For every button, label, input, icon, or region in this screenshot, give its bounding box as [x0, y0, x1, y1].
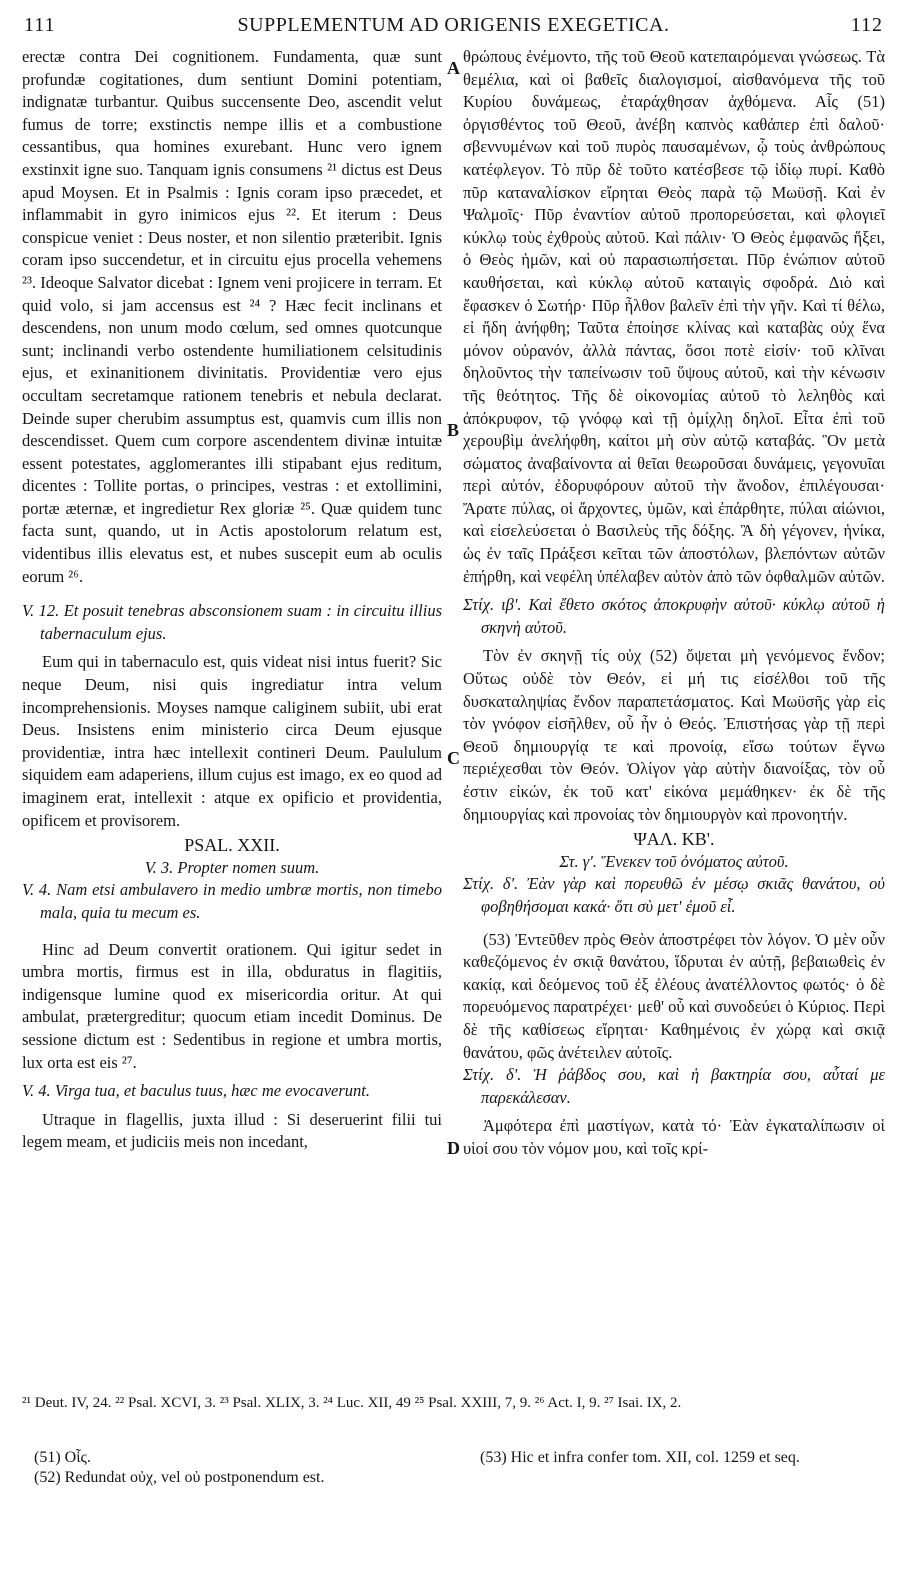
greek-psalm-heading: ΨΑΛ. ΚΒ'.	[633, 829, 715, 850]
page-number-left: 111	[24, 14, 56, 36]
greek-column	[463, 46, 885, 1161]
greek-verse-12: Στίχ. ιβ'. Καὶ ἔθετο σκότος ἀποκρυφὴν αὐτοῦ· κύκλῳ αὐτοῦ ἡ σκηνὴ αὐτοῦ.	[463, 595, 885, 637]
greek-paragraph-2: Τὸν ἐν σκηνῇ τίς οὐχ (52) ὄψεται μὴ γενόμενος ἔνδον; Οὕτως οὐδὲ τὸν Θεόν, εἰ μή τις εἰσέλθοι τοῦ τῆς δυσκαταληψίας ἔνδον παραπετάσματος. Καὶ Μωϋσῆς γὰρ εἰς τὸν γνόφον εἰσῆλθεν, οὗ ἦν ὁ Θεός. Ἐπιστήσας γὰρ τῇ περὶ Θεοῦ δημιουργίᾳ τε καὶ προνοίᾳ, εἴσω τούτων ἔγνω περιέχεσθαι τὸν Θεόν. Ὀλίγον γὰρ αὐτὴν διανοίξας, τὸν οὗ ἐστιν εἰκών, ἐκ τοῦ κατ' εἰκόνα μεμάθηκεν· ἐκ δὲ τῆς δημιουργίας καὶ προνοίας τὸν δημιουργὸν καὶ προνοητήν.	[463, 646, 885, 824]
greek-verse-4b: Στίχ. δ'. Ἡ ῥάβδος σου, καὶ ἡ βακτηρία σου, αὗταί με παρεκάλεσαν.	[463, 1065, 885, 1107]
greek-verse-4a: Στίχ. δ'. Ἐὰν γὰρ καὶ πορευθῶ ἐν μέσῳ σκιᾶς θανάτου, οὐ φοβηθήσομαι κακά· ὅτι σὺ μετ' ἐμοῦ εἶ.	[463, 874, 885, 916]
latin-psalm-heading: PSAL. XXII.	[184, 835, 280, 856]
latin-verse-4b: V. 4. Virga tua, et baculus tuus, hæc me evocaverunt.	[22, 1081, 370, 1101]
note-51: (51) Οἷς.	[34, 1449, 91, 1466]
margin-letter-a: A	[447, 58, 460, 78]
latin-paragraph-3: Hinc ad Deum convertit orationem. Qui igitur sedet in umbra mortis, firmus est in illa, obduratus in flagitiis, indigensque lumine quod ex misericordia oritur. At qui ambulat, prætergreditur; quocum etiam incedit Dominus. De sessione dictum est : Sedentibus in regione et umbra mortis, lux orta est eis ²⁷.	[22, 939, 442, 1072]
note-53: (53) Hic et infra confer tom. XII, col. 1259 et seq.	[480, 1449, 800, 1466]
greek-paragraph-4: Ἀμφότερα ἐπὶ μαστίγων, κατὰ τό· Ἐὰν ἐγκαταλίπωσιν οἱ υἱοί σου τὸν νόμον μου, καὶ τοῖς κρί-	[463, 1116, 885, 1158]
scripture-footnotes: ²¹ Deut. IV, 24. ²² Psal. XCVI, 3. ²³ Psal. XLIX, 3. ²⁴ Luc. XII, 49 ²⁵ Psal. XXIII, 7, 9. ²⁶ Act. I, 9. ²⁷ Isai. IX, 2.	[22, 1395, 682, 1411]
greek-verse-3: Στ. γ'. Ἕνεκεν τοῦ ὀνόματος αὐτοῦ.	[559, 851, 789, 871]
running-header	[0, 14, 907, 44]
latin-paragraph-2: Eum qui in tabernaculo est, quis videat nisi intus fuerit? Sic neque Deum, nisi quis ingrediatur intra velum incomprehensionis. Moyses namque caliginem subiit, ubi erat Deus. Insistens enim ministerio circa Deum ejusque providentiæ, intra hæc intellexit contineri Deum. Paululum siquidem eam adaperiens, illum cujus est imago, ex eo quod ad imaginem erat, intellexit : atque ex opificio et providentia, opificem et provisorem.	[22, 652, 442, 830]
latin-verse-4a: V. 4. Nam etsi ambulavero in medio umbræ mortis, non timebo mala, quia tu mecum es.	[22, 880, 442, 922]
page-number-right: 112	[850, 14, 883, 36]
running-title: SUPPLEMENTUM AD ORIGENIS EXEGETICA.	[237, 14, 670, 36]
margin-letter-d: D	[447, 1138, 460, 1158]
latin-column	[22, 46, 442, 1154]
latin-verse-12: V. 12. Et posuit tenebras absconsionem suam : in circuitu illius tabernaculum ejus.	[22, 601, 442, 643]
margin-letter-b: B	[447, 420, 460, 440]
margin-letter-c: C	[447, 748, 460, 768]
latin-paragraph-4: Utraque in flagellis, juxta illud : Si deseruerint filii tui legem meam, et judiciis meis non incedant,	[22, 1109, 442, 1152]
latin-paragraph-1: erectæ contra Dei cognitionem. Fundamenta, quæ sunt profundæ cogitationes, dum sentiunt Domini potentiam, indignatæ turbantur. Quibus succensente Deo, ascendit velut fumus de torre; exstinctis nempe illis et a combustione cessantibus, qua homines exurebant. Hunc vero ignem exstinxit igne suo. Tanquam ignis consumens ²¹ dictus est Deus apud Moysen. Et in Psalmis : Ignis coram ipso præcedet, et inflammabit in gyro inimicos ejus ²². Et iterum : Deus conspicue veniet : Deus noster, et non silentio præteribit. Ignis coram ipso succendetur, et in circuitu ejus procella vehemens ²³. Ideoque Salvator dicebat : Ignem veni projicere in terram. Et quid volo, si jam accensus est ²⁴ ? Hæc fecit inclinans et descendens, non unum modo cœlum, sed omnes quotcunque sunt; inclinandi verbo ostendente humiliationem celsitudinis ejus, et exinanitionem divinitatis. Providentiæ vero ejus occultam secretamque rationem tenebris et nebula declarat. Deinde super cherubim assumptus est, quamvis cum illis non descendisset. Quem cum corpore ascendentem divinæ intuitæ essent potestates, agglomerantes illi stipabant ejus reditum, dicentes : Tollite portas, o principes, vestras : et extollimini, portæ æternæ, et ingredietur Rex gloriæ ²⁵. Quæ quidem tunc facta sunt, quando, ut in Actis apostolorum relatum est, videntibus illis elevatus est, et nubes suscepit eum ab oculis eorum ²⁶.	[22, 47, 442, 586]
greek-paragraph-1: θρώπους ἐνέμοντο, τῆς τοῦ Θεοῦ κατεπαιρόμεναι γνώσεως. Τὰ θεμέλια, καὶ οἱ βαθεῖς διαλογισμοί, αἰσθανόμενα τῆς τοῦ Κυρίου δυνάμεως, ἐταράχθησαν ἀχθόμενα. Αἷς (51) ὀργισθέντος τοῦ Θεοῦ, ἀνέβη καπνὸς καθάπερ ἐπὶ δαλοῦ· σβεννυμένων καὶ τοῦ πυρὸς παυσαμένων, ᾧ τοὺς ἀνθρώπους κατέφλεγον. Τὸ πῦρ δὲ τοῦτο κατέσβεσε τῷ ἰδίῳ πυρί. Καθὸ πῦρ καταναλίσκον εἴρηται Θεὸς παρὰ τῷ Μωϋσῇ. Καὶ ἐν Ψαλμοῖς· Πῦρ ἐναντίον αὐτοῦ προπορεύσεται, καὶ φλογιεῖ κύκλῳ τοὺς ἐχθροὺς αὐτοῦ. Καὶ πάλιν· Ὁ Θεὸς ἐμφανῶς ἥξει, ὁ Θεὸς ἡμῶν, καὶ οὐ παρασιωπήσεται. Πῦρ ἐνώπιον αὐτοῦ καυθήσεται, καὶ κύκλῳ αὐτοῦ καταιγὶς σφοδρά. Διὸ καὶ ἔφασκεν ὁ Σωτήρ· Πῦρ ἦλθον βαλεῖν ἐπὶ τὴν γῆν. Καὶ τί θέλω, εἰ ἤδη ἀνήφθη; Ταῦτα ἐποίησε κλίνας καὶ καταβὰς οὐχ ἕνα μόνον οὐρανόν, ἀλλὰ πάντας, ὅσοι ποτὲ εἰσίν· τοῦ κλῖναι δηλοῦντος τὴν ταπείνωσιν τοῦ ὕψους αὐτοῦ, καὶ τὴν κένωσιν τῆς θεότητος. Τῆς δὲ οἰκονομίας αὐτοῦ τὸ λεληθὸς καὶ ἀπόκρυφον, τῷ γνόφῳ καὶ τῇ ὁμίχλῃ δηλοῖ. Εἶτα ἐπὶ τοῦ χερουβὶμ ἀνελήφθη, καίτοι μὴ σὺν αὐτῷ καταβάς. Ὃν μετὰ σώματος ἀναβαίνοντα αἱ θεῖαι θεωροῦσαι δυνάμεις, γεγονυῖαι περὶ αὐτόν, ἐδορυφόρουν αὐτοῦ τὴν ἄνοδον, ἐπιλέγουσαι· Ἄρατε πύλας, οἱ ἄρχοντες, ὑμῶν, καὶ ἐπάρθητε, πύλαι αἰώνιοι, καὶ εἰσελεύσεται ὁ Βασιλεὺς τῆς δόξης. Ἃ δὴ γέγονεν, ἡνίκα, ὡς ἐν ταῖς Πράξεσι κεῖται τῶν ἀποστόλων, βλεπόντων αὐτῶν ἐπήρθη, καὶ νεφέλη ὑπέλαβεν αὐτὸν ἀπὸ τῶν ὀφθαλμῶν αὐτῶν.	[463, 47, 885, 586]
editor-notes-left	[34, 1448, 454, 1488]
note-52: (52) Redundat οὐχ, vel οὐ postponendum est.	[34, 1469, 325, 1486]
latin-verse-3: V. 3. Propter nomen suum.	[144, 857, 320, 877]
greek-paragraph-3: (53) Ἐντεῦθεν πρὸς Θεὸν ἀποστρέφει τὸν λόγον. Ὁ μὲν οὖν καθεζόμενος ἐν σκιᾷ θανάτου, ἵδρυται ἐν αὐτῇ, βεβαιωθεὶς ἐν κακίᾳ, καὶ δεόμενος τοῦ ἐξ ἐλέους ἀνατέλλοντος φωτός· ὁ δὲ πορευόμενος παρατρέχει· μεθ' οὗ καὶ συνοδεύει ὁ Κύριος. Περὶ δὲ τῆς καθίσεως εἴρηται· Καθημένοις ἐν χώρᾳ καὶ σκιᾷ θανάτου, φῶς ἀνέτειλεν αὐτοῖς.	[463, 929, 885, 1062]
